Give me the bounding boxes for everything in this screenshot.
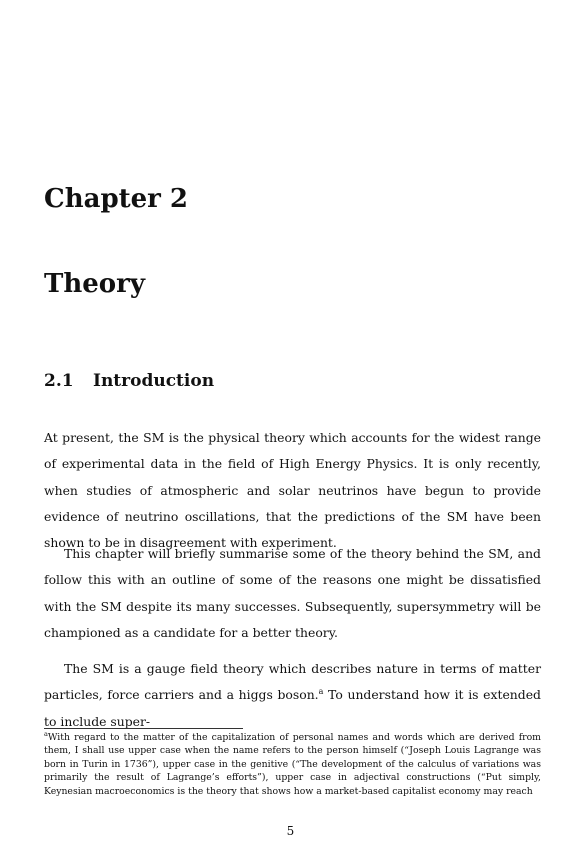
paragraph-3-continuation: To understand how it is extended to include super- bbox=[44, 687, 541, 729]
chapter-label: Chapter 2 bbox=[44, 184, 189, 214]
footnote bbox=[44, 731, 541, 798]
section-heading bbox=[44, 373, 214, 390]
paragraph-3-text: The SM is a gauge field theory which describes nature in terms of matter particles, force carriers and a higgs boson. bbox=[44, 661, 541, 703]
paragraph-1: At present, the SM is the physical theory which accounts for the widest range of experimental data in the field of High Energy Physics. It is only recently, when studies of atmospheric and solar neutrinos have begun to provide evidence of neutrino oscillations, that the predictions of the SM have been shown to be in disagreement with experiment. bbox=[44, 430, 541, 551]
footnote-rule bbox=[44, 728, 243, 729]
section-number: 2.1 bbox=[44, 371, 74, 391]
footnote-mark: a bbox=[44, 729, 48, 738]
paragraph-3 bbox=[44, 656, 541, 735]
footnote-reference[interactable]: a bbox=[318, 687, 324, 697]
section-title: Introduction bbox=[93, 371, 215, 391]
paragraph-2: This chapter will briefly summarise some of the theory behind the SM, and follow this with an outline of some of the reasons one might be dissatisfied with the SM despite its many successes. Subsequently, supersymmetry will be championed as a candidate for a better theory. bbox=[44, 546, 541, 640]
footnote-text: With regard to the matter of the capitalization of personal names and words which are derived from them, I shall use upper case when the name refers to the person himself (“Joseph Louis Lagrange was born in Turin in 1736”), upper case in the genitive (“The development of the calculus of variations was primarily the result of Lagrange’s efforts”), upper case in adjectival constructions (“Put simply, Keynesian macroeconomics is the theory that shows how a market-based capitalist economy may reach bbox=[44, 732, 541, 797]
chapter-title: Theory bbox=[44, 269, 145, 299]
page-number: 5 bbox=[286, 824, 295, 838]
